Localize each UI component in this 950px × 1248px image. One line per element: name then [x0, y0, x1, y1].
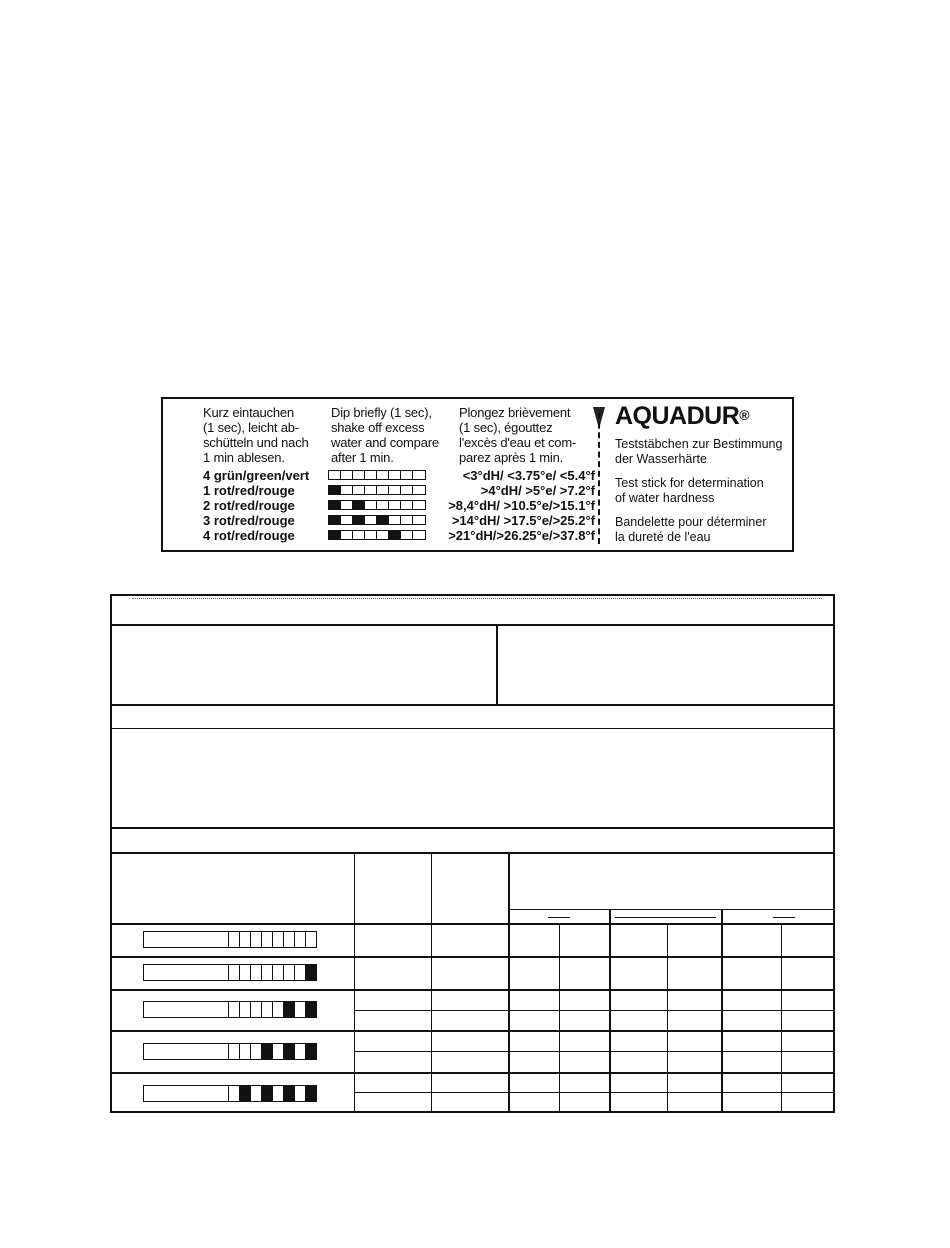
stick-pad — [305, 1086, 316, 1101]
strip-pad — [353, 501, 365, 509]
strip-pad — [329, 516, 341, 524]
strip-pad — [389, 471, 401, 479]
row-divider — [112, 827, 835, 829]
strip-pad — [401, 501, 413, 509]
test-stick-icon — [143, 931, 317, 948]
strip-pad — [389, 486, 401, 494]
stick-pad — [283, 1044, 294, 1059]
stick-pad — [294, 965, 305, 980]
strip-pad — [389, 501, 401, 509]
instruction-line: (1 sec), égouttez — [459, 420, 553, 435]
instruction-line: water and compare — [331, 435, 439, 450]
strip-pad — [413, 531, 425, 539]
description-line: la dureté de l'eau — [615, 530, 711, 544]
test-stick-icon — [143, 1043, 317, 1060]
description-german — [615, 437, 782, 467]
stick-pad — [272, 932, 283, 947]
row-divider — [355, 1010, 835, 1011]
stick-pad — [305, 1044, 316, 1059]
instruction-line: Plongez brièvement — [459, 405, 571, 420]
stick-pad — [261, 1086, 272, 1101]
strip-indicator — [328, 470, 426, 480]
stick-handle — [144, 965, 228, 980]
stick-pad — [239, 965, 250, 980]
stick-pad — [294, 932, 305, 947]
stick-pad — [261, 965, 272, 980]
description-line: Teststäbchen zur Bestimmung — [615, 437, 783, 451]
legend-color-name: 2 rot/red/rouge — [203, 498, 295, 513]
column-divider — [609, 910, 611, 1113]
strip-pad — [377, 486, 389, 494]
description-line: Bandelette pour déterminer — [615, 515, 767, 529]
legend-values: >14°dH/ >17.5°e/>25.2°f — [451, 513, 595, 528]
strip-indicator — [328, 485, 426, 495]
strip-pad — [413, 471, 425, 479]
description-line: Test stick for determination — [615, 476, 764, 490]
strip-pad — [401, 486, 413, 494]
column-divider — [431, 853, 432, 1113]
stick-pad — [228, 1002, 239, 1017]
row-divider — [112, 728, 835, 729]
stick-handle — [144, 932, 228, 947]
strip-pad — [341, 471, 353, 479]
strip-pad — [413, 486, 425, 494]
instruction-line: Dip briefly (1 sec), — [331, 405, 432, 420]
stick-pad — [272, 965, 283, 980]
stick-pad — [283, 1002, 294, 1017]
stick-pad — [305, 965, 316, 980]
strip-pad — [377, 501, 389, 509]
instruction-line: (1 sec), leicht ab- — [203, 420, 299, 435]
stick-pad — [272, 1044, 283, 1059]
legend-row — [203, 513, 595, 528]
legend-values: >21°dH/>26.25°e/>37.8°f — [448, 528, 595, 543]
strip-pad — [401, 531, 413, 539]
column-divider — [721, 910, 723, 1113]
stick-pad — [250, 965, 261, 980]
instructions-french — [459, 405, 576, 465]
strip-pads — [328, 470, 426, 480]
instruction-line: after 1 min. — [331, 450, 394, 465]
strip-pad — [341, 501, 353, 509]
strip-pad — [353, 516, 365, 524]
stick-pad — [305, 1002, 316, 1017]
stick-handle — [144, 1044, 228, 1059]
legend-color-name: 4 rot/red/rouge — [203, 528, 295, 543]
strip-pad — [341, 516, 353, 524]
stick-pad — [283, 965, 294, 980]
stick-pad — [294, 1002, 305, 1017]
stick-pad — [294, 1086, 305, 1101]
stick-pad — [305, 932, 316, 947]
instruction-line: shake off excess — [331, 420, 425, 435]
row-divider — [112, 1072, 835, 1074]
stick-handle — [144, 1002, 228, 1017]
aquadur-label — [161, 397, 794, 552]
stick-pad — [283, 932, 294, 947]
column-divider — [508, 853, 510, 1113]
stick-pad — [239, 1002, 250, 1017]
legend-color-name: 1 rot/red/rouge — [203, 483, 295, 498]
header-underline — [773, 917, 795, 918]
row-divider — [112, 704, 835, 706]
stick-pad — [228, 1044, 239, 1059]
test-stick-icon — [143, 1085, 317, 1102]
strip-pad — [401, 516, 413, 524]
description-english — [615, 476, 764, 506]
strip-pad — [413, 501, 425, 509]
instruction-line: parez après 1 min. — [459, 450, 564, 465]
instruction-line: Kurz eintauchen — [203, 405, 294, 420]
instruction-line: schütteln und nach — [203, 435, 309, 450]
strip-pad — [365, 516, 377, 524]
stick-pad — [239, 1044, 250, 1059]
description-line: of water hardness — [615, 491, 715, 505]
strip-pad — [365, 471, 377, 479]
stick-pad — [250, 932, 261, 947]
description-line: der Wasserhärte — [615, 452, 707, 466]
stick-pad — [239, 932, 250, 947]
test-stick-icon — [143, 964, 317, 981]
header-dotted-line — [132, 598, 822, 601]
tear-line — [598, 413, 600, 544]
column-divider — [667, 923, 668, 1113]
instruction-line: 1 min ablesen. — [203, 450, 285, 465]
legend-values: >8,4°dH/ >10.5°e/>15.1°f — [448, 498, 595, 513]
stick-pad — [228, 1086, 239, 1101]
row-divider — [112, 956, 835, 958]
strip-pad — [341, 531, 353, 539]
column-divider — [496, 624, 498, 706]
strip-indicator — [328, 500, 426, 510]
stick-pad — [261, 1002, 272, 1017]
row-divider — [112, 923, 835, 925]
strip-pad — [377, 516, 389, 524]
stick-handle — [144, 1086, 228, 1101]
row-divider — [112, 852, 835, 854]
stick-pad — [294, 1044, 305, 1059]
strip-pad — [329, 531, 341, 539]
row-divider — [112, 989, 835, 991]
column-divider — [354, 853, 355, 1113]
strip-pad — [413, 516, 425, 524]
strip-pad — [353, 531, 365, 539]
brand-name — [615, 403, 749, 429]
legend-values: <3°dH/ <3.75°e/ <5.4°f — [462, 468, 595, 483]
hardness-record-form — [110, 594, 835, 1113]
stick-pad — [250, 1086, 261, 1101]
strip-pad — [365, 486, 377, 494]
stick-pad — [261, 932, 272, 947]
row-divider — [509, 909, 835, 910]
stick-pad — [283, 1086, 294, 1101]
stick-pad — [272, 1086, 283, 1101]
legend-row — [203, 468, 595, 483]
strip-pad — [377, 471, 389, 479]
test-stick-icon — [143, 1001, 317, 1018]
strip-pad — [389, 516, 401, 524]
column-divider — [781, 923, 782, 1113]
strip-pad — [353, 486, 365, 494]
strip-pad — [401, 471, 413, 479]
stick-pad — [228, 965, 239, 980]
strip-pads — [328, 515, 426, 525]
stick-pad — [261, 1044, 272, 1059]
strip-pad — [329, 486, 341, 494]
legend-row — [203, 483, 595, 498]
stick-pad — [228, 932, 239, 947]
legend-color-name: 3 rot/red/rouge — [203, 513, 295, 528]
brand-text: AQUADUR — [615, 402, 740, 430]
registered-mark: ® — [739, 407, 750, 423]
row-divider — [112, 624, 835, 626]
legend-color-name: 4 grün/green/vert — [203, 468, 310, 483]
instruction-line: l'excès d'eau et com- — [459, 435, 577, 450]
header-underline — [615, 917, 716, 918]
row-divider — [355, 1092, 835, 1093]
strip-indicator — [328, 515, 426, 525]
strip-pads — [328, 485, 426, 495]
instructions-german — [203, 405, 309, 465]
description-french — [615, 515, 766, 545]
strip-pads — [328, 500, 426, 510]
header-underline — [548, 917, 570, 918]
legend-values: >4°dH/ >5°e/ >7.2°f — [480, 483, 595, 498]
strip-pad — [341, 486, 353, 494]
legend-row — [203, 498, 595, 513]
stick-pad — [250, 1002, 261, 1017]
strip-pad — [389, 531, 401, 539]
column-divider — [559, 923, 560, 1113]
stick-pad — [239, 1086, 250, 1101]
strip-pads — [328, 530, 426, 540]
legend-row — [203, 528, 595, 543]
strip-pad — [365, 531, 377, 539]
row-divider — [355, 1051, 835, 1052]
row-divider — [112, 1030, 835, 1032]
strip-pad — [377, 531, 389, 539]
instructions-english — [331, 405, 439, 465]
strip-pad — [329, 471, 341, 479]
strip-pad — [353, 471, 365, 479]
strip-pad — [329, 501, 341, 509]
strip-indicator — [328, 530, 426, 540]
stick-pad — [250, 1044, 261, 1059]
strip-pad — [365, 501, 377, 509]
stick-pad — [272, 1002, 283, 1017]
